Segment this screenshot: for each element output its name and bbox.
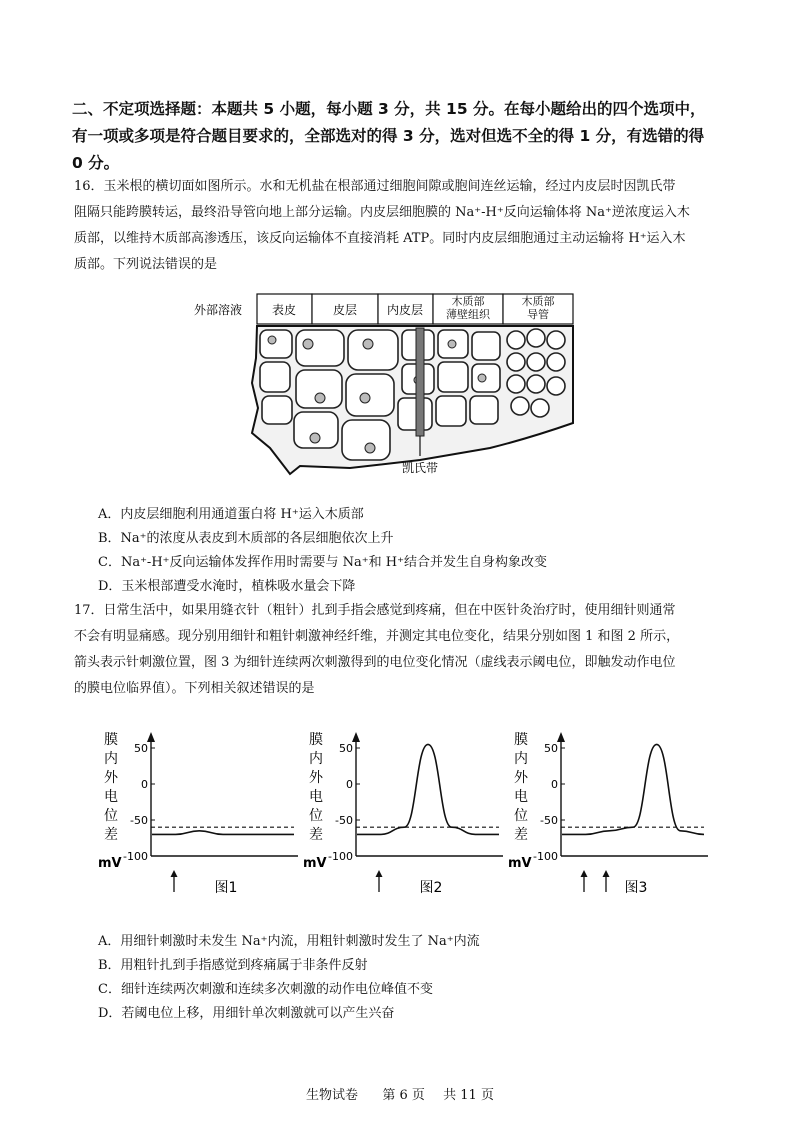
stimulus-arrowhead [171, 870, 178, 877]
q17-option-b[interactable]: B．用粗针扎到手指感觉到疼痛属于非条件反射 [98, 958, 368, 973]
cell [346, 374, 394, 416]
casparian-strip-label: 凯氏带 [401, 461, 439, 475]
casparian-strip-band [416, 328, 424, 436]
q16-option-a[interactable]: A．内皮层细胞利用通道蛋白将 H⁺运入木质部 [98, 507, 364, 522]
q16-option-d[interactable]: D．玉米根部遭受水淹时，植株吸水量会下降 [98, 579, 356, 594]
y-axis-label-char: 电 [309, 789, 323, 805]
y-tick-label: 50 [134, 742, 148, 755]
cell [547, 377, 565, 395]
q16-stem-line-4: 质部。下列说法错误的是 [74, 257, 218, 272]
y-axis-label-char: 位 [104, 808, 118, 824]
membrane-potential-curve [357, 744, 499, 834]
q17-option-d[interactable]: D．若阈电位上移，用细针单次刺激就可以产生兴奋 [98, 1006, 395, 1021]
y-axis-label-char: 内 [104, 751, 118, 767]
cell [470, 396, 498, 424]
col-label-epidermis: 表皮 [271, 303, 297, 317]
y-tick-label: -50 [130, 814, 148, 827]
y-axis-unit: mV [303, 856, 327, 871]
nucleus [310, 433, 320, 443]
stimulus-arrowhead [376, 870, 383, 877]
y-axis-label-char: 膜 [514, 732, 528, 748]
section-heading [72, 96, 732, 177]
y-tick-label: -50 [335, 814, 353, 827]
y-axis-label-char: 膜 [309, 732, 323, 748]
cell [436, 396, 466, 426]
y-axis-arrow [352, 732, 360, 742]
y-axis-label-char: 外 [104, 770, 118, 786]
y-tick-label: -50 [540, 814, 558, 827]
y-tick-label: -100 [328, 850, 353, 863]
cell [547, 331, 565, 349]
cell [507, 353, 525, 371]
q16-option-b[interactable]: B．Na⁺的浓度从表皮到木质部的各层细胞依次上升 [98, 531, 394, 546]
col-label-cortex: 皮层 [332, 303, 358, 317]
section-heading-line-1: 二、不定项选择题：本题共 5 小题，每小题 3 分，共 15 分。在每小题给出的四个选项中， [72, 100, 706, 118]
section-heading-line-2: 有一项或多项是符合题目要求的，全部选对的得 3 分，选对但选不全的得 1 分，有选错的得 [72, 127, 705, 145]
q17-figures [96, 726, 716, 906]
footer-total-pages: 共 11 页 [443, 1088, 494, 1103]
y-axis-label-char: 外 [514, 770, 528, 786]
col-label-xylem-vessel: 木质部 导管 [521, 295, 555, 321]
q16-stem-line-3: 质部，以维持木质部高渗透压，该反向运输体不直接消耗 ATP。同时内皮层细胞通过主动运输将 H⁺运入木 [74, 231, 686, 246]
question-17-stem [74, 598, 730, 702]
y-axis-unit: mV [98, 856, 122, 871]
footer-subject: 生物试卷 [306, 1088, 359, 1103]
cell [260, 330, 292, 358]
nucleus [363, 339, 373, 349]
cell [527, 353, 545, 371]
cell [260, 362, 290, 392]
footer-page-number: 第 6 页 [382, 1088, 425, 1103]
question-16-stem [74, 174, 730, 278]
membrane-potential-curve [562, 744, 704, 834]
y-axis-label-char: 电 [514, 789, 528, 805]
y-axis-label-char: 内 [514, 751, 528, 767]
cell [262, 396, 292, 424]
cell [511, 397, 529, 415]
q17-stem-line-1: 17．日常生活中，如果用缝衣针（粗针）扎到手指会感觉到疼痛，但在中医针灸治疗时，使用细针则通常 [74, 603, 676, 618]
cell [507, 331, 525, 349]
y-tick-label: -100 [533, 850, 558, 863]
y-axis-label-char: 位 [309, 808, 323, 824]
cell [348, 330, 398, 370]
y-axis-label-char: 位 [514, 808, 528, 824]
q16-stem-line-1: 16．玉米根的横切面如图所示。水和无机盐在根部通过细胞间隙或胞间连丝运输，经过内皮层时因凯氏带 [74, 179, 676, 194]
cell [527, 375, 545, 393]
y-tick-label: -100 [123, 850, 148, 863]
y-tick-label: 50 [544, 742, 558, 755]
y-axis-label-char: 差 [104, 827, 118, 843]
q17-option-c[interactable]: C．细针连续两次刺激和连续多次刺激的动作电位峰值不变 [98, 982, 433, 997]
y-tick-label: 50 [339, 742, 353, 755]
y-axis-label-char: 内 [309, 751, 323, 767]
cell [531, 399, 549, 417]
stimulus-arrowhead [603, 870, 610, 877]
y-tick-label: 0 [551, 778, 558, 791]
cell [296, 330, 344, 366]
nucleus [303, 339, 313, 349]
q16-stem-line-2: 阻隔只能跨膜转运，最终沿导管向地上部分运输。内皮层细胞膜的 Na⁺-H⁺反向运输体将 Na⁺逆浓度运入木 [74, 205, 690, 220]
figure-caption: 图3 [624, 880, 648, 896]
cell [438, 362, 468, 392]
question-16-options [98, 503, 547, 599]
nucleus [448, 340, 456, 348]
col-label-xylem-parenchyma: 木质部 薄壁组织 [446, 295, 490, 321]
y-tick-label: 0 [141, 778, 148, 791]
y-tick-label: 0 [346, 778, 353, 791]
cell [507, 375, 525, 393]
q17-stem-line-4: 的膜电位临界值）。下列相关叙述错误的是 [74, 681, 315, 696]
nucleus [365, 443, 375, 453]
chart-figure-3 [506, 726, 711, 906]
nucleus [360, 393, 370, 403]
figure-caption: 图1 [214, 880, 238, 896]
q17-option-a[interactable]: A．用细针刺激时未发生 Na⁺内流，用粗针刺激时发生了 Na⁺内流 [98, 934, 480, 949]
question-17-options [98, 930, 480, 1026]
nucleus [268, 336, 276, 344]
y-axis-unit: mV [508, 856, 532, 871]
cell [342, 420, 390, 460]
nucleus [478, 374, 486, 382]
cell [398, 398, 432, 430]
y-axis-label-char: 外 [309, 770, 323, 786]
cell [547, 353, 565, 371]
cell [472, 332, 500, 360]
y-axis-label-char: 差 [309, 827, 323, 843]
y-axis-label-char: 膜 [104, 732, 118, 748]
y-axis-label-char: 差 [514, 827, 528, 843]
y-axis-arrow [557, 732, 565, 742]
cell [527, 329, 545, 347]
chart-figure-2 [301, 726, 506, 906]
q17-stem-line-2: 不会有明显痛感。现分别用细针和粗针刺激神经纤维，并测定其电位变化，结果分别如图 1 和图 2 所示， [74, 629, 680, 644]
chart-figure-1 [96, 726, 301, 906]
col-label-endodermis: 内皮层 [386, 303, 424, 317]
y-axis-label-char: 电 [104, 789, 118, 805]
q17-stem-line-3: 箭头表示针刺激位置，图 3 为细针连续两次刺激得到的电位变化情况（虚线表示阈电位，即触发动作电位 [74, 655, 676, 670]
outside-solution-label: 外部溶液 [194, 303, 243, 317]
stimulus-arrowhead [581, 870, 588, 877]
root-cross-section-figure [190, 288, 610, 488]
membrane-potential-curve [152, 831, 294, 835]
y-axis-arrow [147, 732, 155, 742]
nucleus [315, 393, 325, 403]
section-heading-line-3: 0 分。 [72, 154, 120, 172]
page-footer [0, 1084, 800, 1103]
q16-option-c[interactable]: C．Na⁺-H⁺反向运输体发挥作用时需要与 Na⁺和 H⁺结合并发生自身构象改变 [98, 555, 547, 570]
figure-caption: 图2 [419, 880, 443, 896]
